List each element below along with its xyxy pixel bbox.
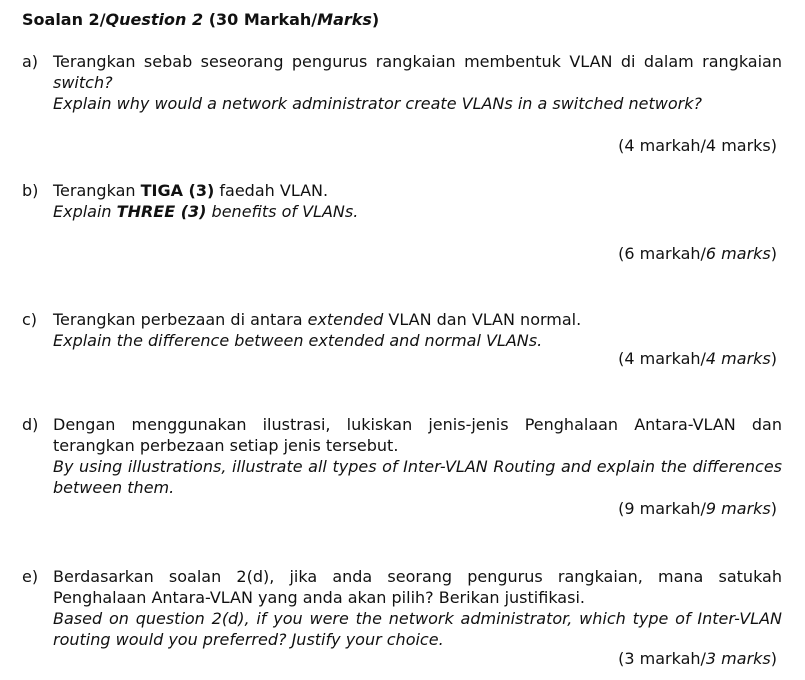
question-e-marks-pre: (3 markah/: [618, 649, 706, 668]
question-c-malay: [53, 309, 782, 330]
question-e-english: Based on question 2(d), if you were the network administrator, which type of Inter-VLAN routing would you preferred? Justify your choice.: [53, 609, 782, 649]
question-b-marks-italic: 6 marks: [705, 244, 771, 263]
question-a-letter: a): [22, 52, 39, 71]
question-a-malay-cont: [53, 72, 782, 93]
question-d-english: By using illustrations, illustrate all types of Inter-VLAN Routing and explain the differences between them.: [53, 457, 782, 497]
question-d: [22, 414, 782, 498]
question-c-marks-pre: (4 markah/: [618, 349, 706, 368]
question-e-malay: Berdasarkan soalan 2(d), jika anda seorang pengurus rangkaian, mana satukah Penghalaan Antara-VLAN yang anda akan pilih? Berikan justifikasi.: [53, 567, 782, 607]
question-b-english: [53, 201, 782, 222]
heading-question: Question 2: [105, 10, 204, 29]
heading-soalan: Soalan 2/: [22, 10, 106, 29]
question-e: [22, 566, 782, 650]
question-a-english: Explain why would a network administrator create VLANs in a switched network?: [53, 94, 703, 113]
question-b-english-bold: THREE (3): [116, 202, 207, 221]
question-b: [22, 180, 782, 222]
heading-marks: Marks: [317, 10, 372, 29]
question-d-marks-italic: 9 marks: [705, 499, 771, 518]
question-b-english-pre: Explain: [53, 202, 117, 221]
question-c-marks-post: ): [770, 349, 777, 368]
question-b-marks-pre: (6 markah/: [618, 244, 706, 263]
question-b-marks-post: ): [770, 244, 777, 263]
question-d-marks: [618, 499, 777, 518]
question-e-marks: [618, 649, 777, 668]
question-d-letter: d): [22, 415, 39, 434]
question-a-switch-word: switch?: [53, 73, 113, 92]
question-c-marks-italic: 4 marks: [705, 349, 771, 368]
question-a: [22, 51, 782, 114]
question-e-letter: e): [22, 567, 39, 586]
question-c-malay-italic: extended: [307, 310, 384, 329]
question-e-marks-post: ): [770, 649, 777, 668]
question-d-marks-post: ): [770, 499, 777, 518]
question-d-marks-pre: (9 markah/: [618, 499, 706, 518]
question-c-english: Explain the difference between extended and normal VLANs.: [53, 331, 543, 350]
question-b-marks: [618, 244, 777, 263]
question-d-malay: Dengan menggunakan ilustrasi, lukiskan jenis-jenis Penghalaan Antara-VLAN dan terangkan perbezaan setiap jenis tersebut.: [53, 415, 782, 455]
question-heading: [22, 10, 379, 29]
question-b-malay: [53, 180, 782, 201]
question-b-english-post: benefits of VLANs.: [206, 202, 359, 221]
question-c-malay-pre: Terangkan perbezaan di antara: [53, 310, 308, 329]
question-b-letter: b): [22, 181, 39, 200]
question-e-marks-italic: 3 marks: [705, 649, 771, 668]
question-b-malay-pre: Terangkan: [53, 181, 141, 200]
question-b-malay-post: faedah VLAN.: [214, 181, 329, 200]
question-b-malay-bold: TIGA (3): [140, 181, 215, 200]
question-c: [22, 309, 782, 351]
question-c-marks: [618, 349, 777, 368]
question-c-malay-post: VLAN dan VLAN normal.: [383, 310, 582, 329]
question-a-marks: (4 markah/4 marks): [618, 136, 777, 155]
heading-markah: (30 Markah/: [208, 10, 318, 29]
question-a-malay: Terangkan sebab seseorang pengurus rangkaian membentuk VLAN di dalam rangkaian: [53, 52, 782, 71]
question-c-letter: c): [22, 310, 38, 329]
heading-close: ): [371, 10, 380, 29]
